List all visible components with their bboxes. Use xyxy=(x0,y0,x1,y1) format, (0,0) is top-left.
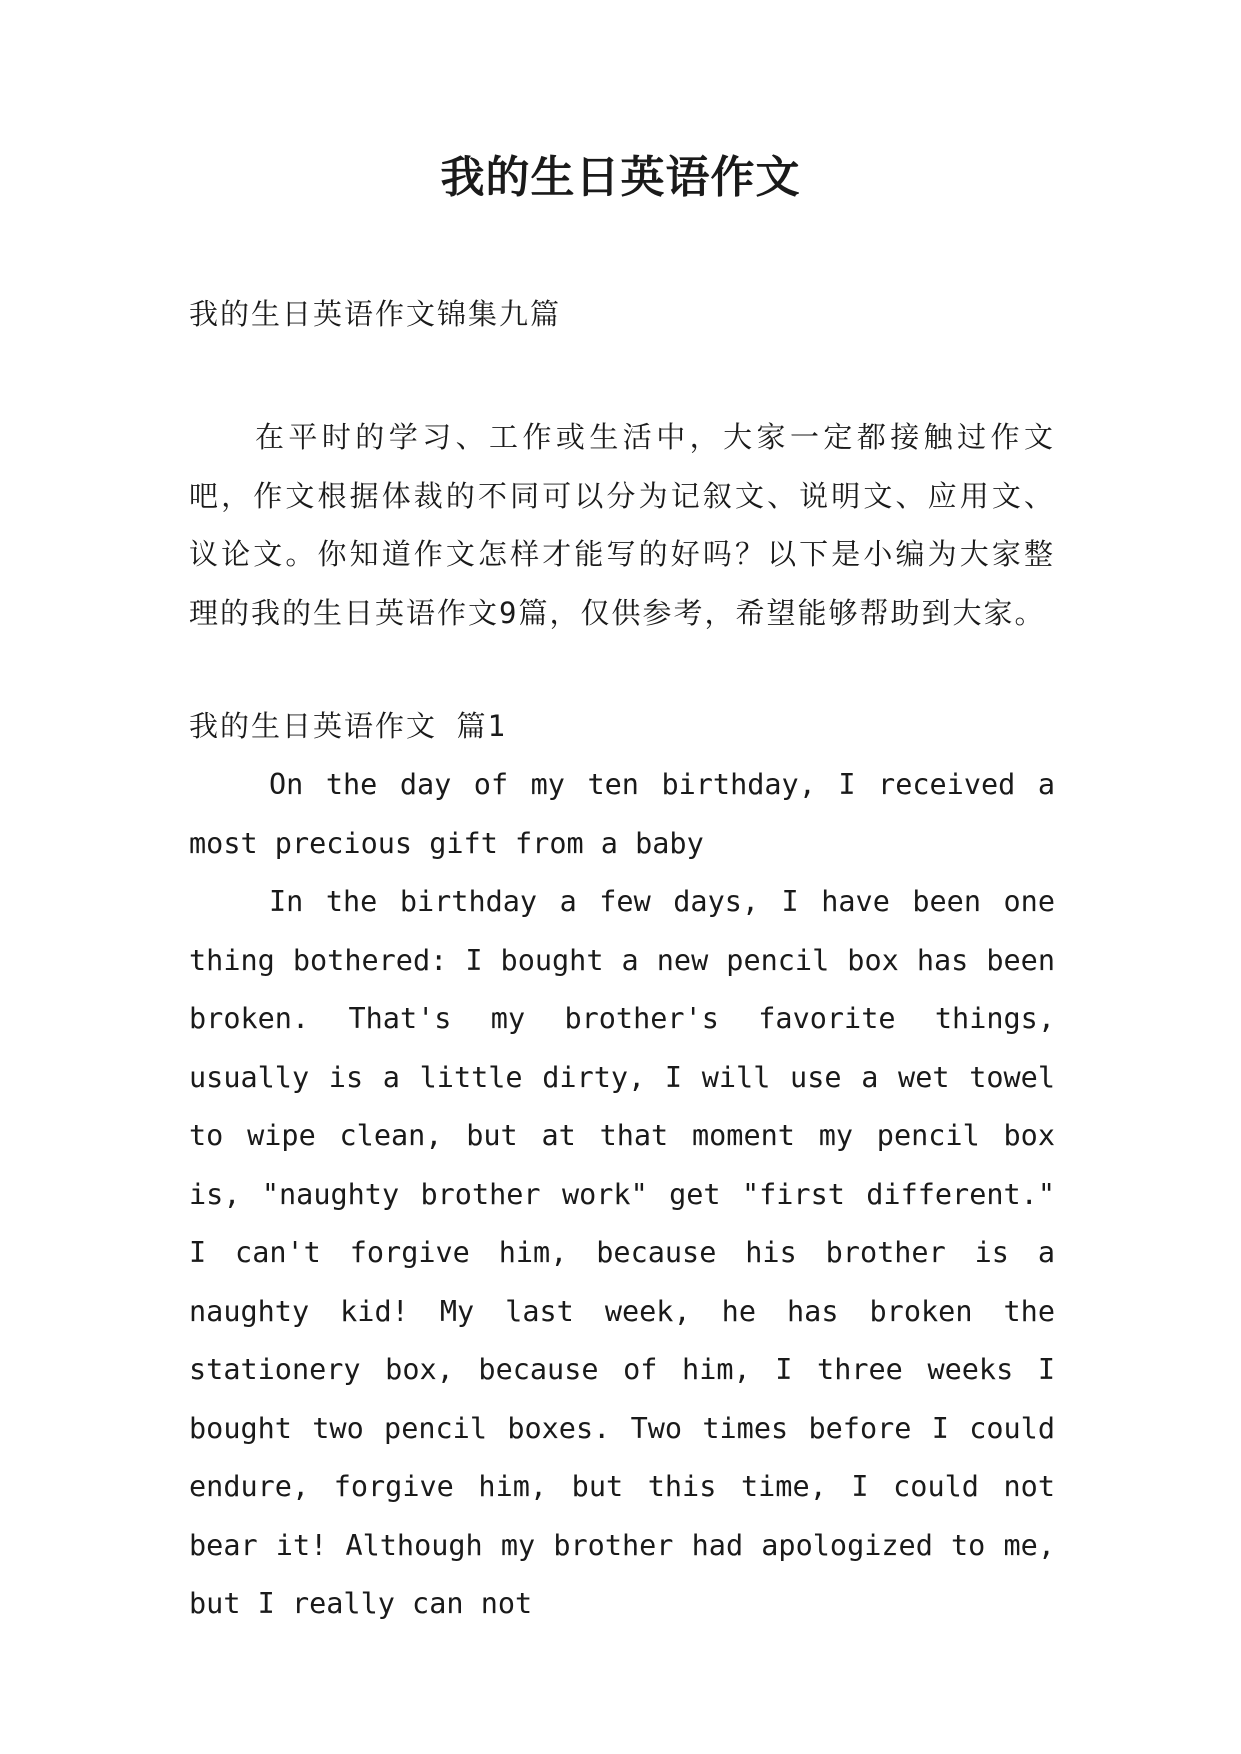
document-subtitle: 我的生日英语作文锦集九篇 xyxy=(189,297,562,331)
essay-paragraph: On the day of my ten birthday, I received a most precious gift from a baby xyxy=(189,768,1055,860)
section-heading: 我的生日英语作文 篇1 xyxy=(189,709,507,743)
document-title: 我的生日英语作文 xyxy=(440,152,801,203)
essay-body xyxy=(189,756,1055,1634)
intro-paragraph: 在平时的学习、工作或生活中，大家一定都接触过作文吧，作文根据体裁的不同可以分为记叙文、说明文、应用文、议论文。你知道作文怎样才能写的好吗？以下是小编为大家整理的我的生日英语作文9篇，仅供参考，希望能够帮助到大家。 xyxy=(189,420,1055,630)
essay-paragraph: In the birthday a few days, I have been one thing bothered: I bought a new pencil box has been broken. That's my brother's favorite things, usually is a little dirty, I will use a wet towel to wipe clean, but at that moment my pencil box is, "naughty brother work" get "first different." I can't forgive him, because his brother is a naughty kid! My last week, he has broken the stationery box, because of him, I three weeks I bought two pencil boxes. Two times before I could endure, forgive him, but this time, I could not bear it! Although my brother had apologized to me, but I really can not xyxy=(189,885,1055,1620)
